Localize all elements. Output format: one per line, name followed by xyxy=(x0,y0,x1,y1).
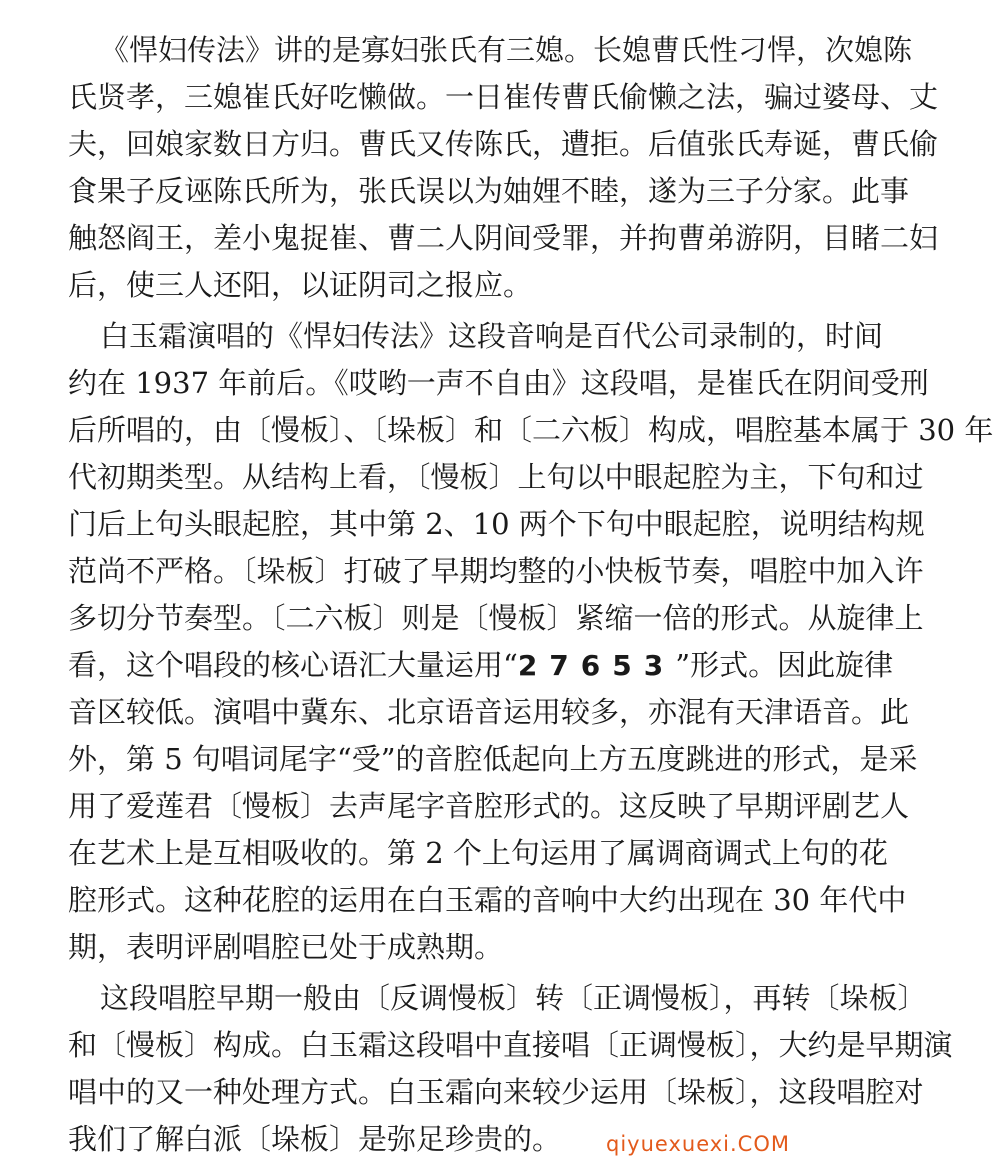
paragraph-2-line-7: 多切分节奏型。〔二六板〕则是〔慢板〕紧缩一倍的形式。从旋律上 xyxy=(68,601,924,635)
paragraph-2-line-9: 音区较低。演唱中冀东、北京语音运用较多，亦混有天津语音。此 xyxy=(68,695,910,729)
paragraph-2-line-11: 用了爱莲君〔慢板〕去声尾字音腔形式的。这反映了早期评剧艺人 xyxy=(68,789,910,823)
paragraph-3-line-2: 和〔慢板〕构成。白玉霜这段唱中直接唱〔正调慢板〕，大约是早期演 xyxy=(68,1028,953,1062)
paragraph-2-line-14: 期，表明评剧唱腔已处于成熟期。 xyxy=(68,930,504,964)
paragraph-1-line-1: 《悍妇传法》讲的是寡妇张氏有三媳。长媳曹氏性刁悍，次媳陈 xyxy=(100,33,913,67)
paragraph-2-line-8 xyxy=(68,644,894,686)
paragraph-1-line-2: 氏贤孝，三媳崔氏好吃懒做。一日崔传曹氏偷懒之法，骗过婆母、丈 xyxy=(68,80,939,114)
paragraph-2-line-8-tail: ”形式。因此旋律 xyxy=(675,648,894,682)
paragraph-2-line-13: 腔形式。这种花腔的运用在白玉霜的音响中大约出现在 30 年代中 xyxy=(68,883,907,917)
paragraph-2-line-4: 代初期类型。从结构上看，〔慢板〕上句以中眼起腔为主，下句和过 xyxy=(68,460,924,494)
paragraph-3-line-3: 唱中的又一种处理方式。白玉霜向来较少运用〔垛板〕，这段唱腔对 xyxy=(68,1075,924,1109)
paragraph-1-line-3: 夫，回娘家数日方归。曹氏又传陈氏，遭拒。后值张氏寿诞，曹氏偷 xyxy=(68,127,939,161)
paragraph-1-line-4: 食果子反诬陈氏所为，张氏误以为妯娌不睦，遂为三子分家。此事 xyxy=(68,174,910,208)
paragraph-2-line-6: 范尚不严格。〔垛板〕打破了早期均整的小快板节奏，唱腔中加入许 xyxy=(68,554,924,588)
paragraph-2-line-3: 后所唱的，由〔慢板〕、〔垛板〕和〔二六板〕构成，唱腔基本属于 30 年 xyxy=(68,413,993,447)
paragraph-1-line-5: 触怒阎王，差小鬼捉崔、曹二人阴间受罪，并拘曹弟游阴，目睹二妇 xyxy=(68,221,939,255)
paragraph-3-line-4: 我们了解白派〔垛板〕是弥足珍贵的。 xyxy=(68,1122,562,1156)
paragraph-1-line-6: 后，使三人还阳，以证阴司之报应。 xyxy=(68,268,533,302)
paragraph-2-line-2: 约在 1937 年前后。《哎哟一声不自由》这段唱，是崔氏在阴间受刑 xyxy=(68,366,929,400)
jianpu-notation: 27653 xyxy=(517,649,676,682)
paragraph-3-line-1: 这段唱腔早期一般由〔反调慢板〕转〔正调慢板〕，再转〔垛板〕 xyxy=(100,981,927,1015)
paragraph-2-line-8-text: 看，这个唱段的核心语汇大量运用“ xyxy=(68,648,518,682)
paragraph-2-line-5: 门后上句头眼起腔，其中第 2、10 两个下句中眼起腔，说明结构规 xyxy=(68,507,925,541)
paragraph-2-line-1: 白玉霜演唱的《悍妇传法》这段音响是百代公司录制的，时间 xyxy=(100,319,884,353)
paragraph-2-line-10: 外，第 5 句唱词尾字“受”的音腔低起向上方五度跳进的形式，是采 xyxy=(68,742,918,776)
site-watermark: qiyuexuexi.COM xyxy=(606,1132,790,1156)
paragraph-2-line-12: 在艺术上是互相吸收的。第 2 个上句运用了属调商调式上句的花 xyxy=(68,836,888,870)
